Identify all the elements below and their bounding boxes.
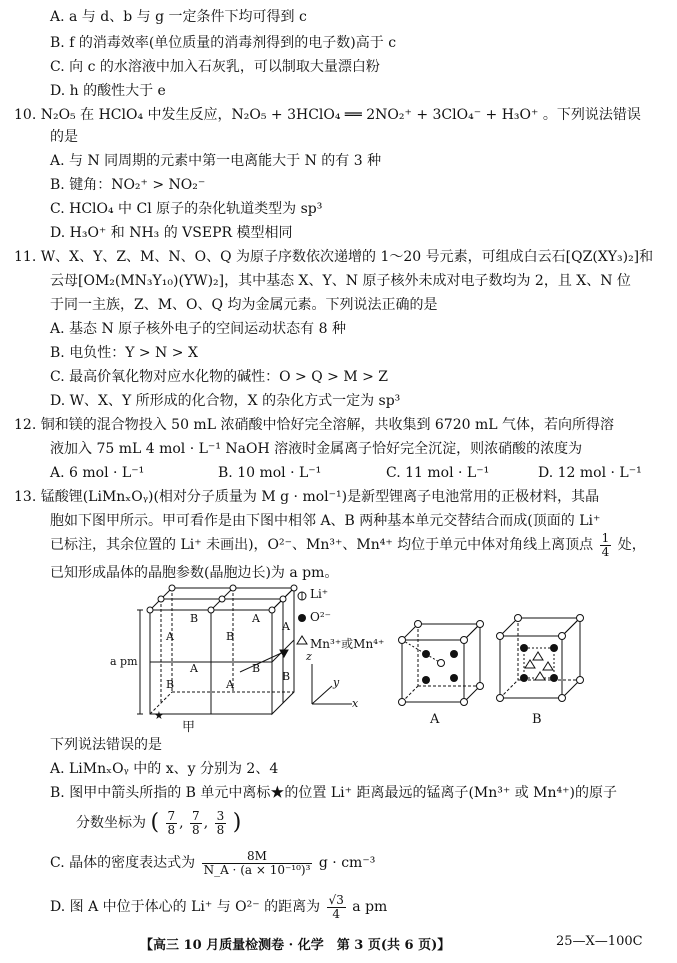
q12-stem-line2: 液加入 75 mL 4 mol · L⁻¹ NaOH 溶液时金属离子恰好完全沉淀，则浓硝酸的浓度为 [50,441,583,457]
axis-x-label: x [352,697,359,710]
q13-question: 下列说法错误的是 [50,737,162,753]
unit-label-a: A [226,678,234,691]
unit-label-a: A [252,612,260,625]
q11-option-a: A. 基态 N 原子核外电子的空间运动状态有 8 种 [50,321,346,337]
q10-option-c: C. HClO₄ 中 Cl 原子的杂化轨道类型为 sp³ [50,201,323,217]
q12-stem-line1: 12. 铜和镁的混合物投入 50 mL 浓硝酸中恰好完全溶解，共收集到 6720 mL 气体，若向所得溶 [14,417,615,433]
figure-unit-a [396,618,486,708]
coord-fraction-z [215,810,227,837]
q13-stem-line3-text: 已标注，其余位置的 Li⁺ 未画出)，O²⁻、Mn³⁺、Mn⁴⁺ 均位于单元中体对角线上离顶点 [50,537,594,553]
distance-fraction [327,894,346,921]
q13-stem-line2: 胞如下图甲所示。甲可看作是由下图中相邻 A、B 两种基本单元交替结合而成(顶面的 Li⁺ [50,513,601,529]
unit-label-b: B [252,662,261,675]
unit-label-a: A [190,662,198,675]
coord-fraction-y [190,810,202,837]
q11-stem-line1: 11. W、X、Y、Z、M、N、O、Q 为原子序数依次递增的 1～20 号元素，可组成白云石[QZ(XY₃)₂]和 [14,249,654,265]
q13-option-d [50,892,387,922]
unit-label-a: A [166,630,174,643]
q13-option-b-line2: 分数坐标为 ( $\frac{7}{8}$ , $\frac{7}{8}$ , $\frac{3}{8}$ ) [76,808,242,837]
q11-stem-line3: 于同一主族，Z、M、O、Q 均为金属元素。下列说法正确的是 [50,297,438,313]
page-footer: 【高三 10 月质量检测卷 · 化学 第 3 页(共 6 页)】 [140,938,451,953]
unit-label-b: B [190,612,199,625]
q13-option-a: A. LiMnₓOᵧ 中的 x、y 分别为 2、4 [50,761,279,777]
figure-unit-b [494,602,594,706]
coord-fraction-x [166,810,178,837]
q13-stem-line4: 已知形成晶体的晶胞参数(晶胞边长)为 a pm。 [50,565,339,581]
q9-option-d: D. h 的酸性大于 e [50,83,166,99]
fraction-one-quarter [600,532,612,559]
q13-option-b-line1: B. 图甲中箭头所指的 B 单元中离标★的位置 Li⁺ 距离最远的锰离子(Mn³⁺ 或 Mn⁴⁺)的原子 [50,785,617,801]
fraction-denominator: 8 [167,822,176,837]
unit-label-b: B [166,678,175,691]
q11-option-c: C. 最高价氧化物对应水化物的碱性：O > Q > M > Z [50,369,389,385]
q12-option-d: D. 12 mol · L⁻¹ [538,465,642,481]
q9-option-b: B. f 的消毒效率(单位质量的消毒剂得到的电子数)高于 c [50,35,397,51]
q13-stem-line3-end: 处， [617,537,646,553]
axis-y-label: y [333,676,340,689]
q10-option-a: A. 与 N 同周期的元素中第一电离能大于 N 的有 3 种 [50,153,382,169]
fraction-numerator: 1 [601,530,610,545]
o-legend-icon [298,614,306,622]
distance-unit: a pm [352,899,388,915]
legend-o-label: O²⁻ [310,610,331,624]
fraction-numerator: 7 [192,808,200,823]
axis-z-label: z [306,650,312,663]
legend-mn-label: Mn³⁺或Mn⁴⁺ [310,637,385,651]
q10-option-d: D. H₃O⁺ 和 NH₃ 的 VSEPR 模型相同 [50,225,293,241]
star-marker: ★ [154,709,164,722]
q13-stem-line3 [50,530,646,560]
fraction-numerator: 7 [167,808,176,823]
fraction-numerator: 8M [202,850,313,864]
figure-a-caption: A [430,712,440,727]
fraction-denominator: 8 [192,822,200,837]
page-code: 25—X—100C [556,934,643,949]
q9-option-c: C. 向 c 的水溶液中加入石灰乳，可以制取大量漂白粉 [50,59,380,75]
fraction-denominator: N_A · (a × 10⁻¹⁰)³ [203,862,311,877]
density-unit: g · cm⁻³ [318,855,376,871]
figure-jia-caption: 甲 [182,720,196,735]
q12-option-a: A. 6 mol · L⁻¹ [50,465,145,481]
q13-option-c-label: C. 晶体的密度表达式为 [50,855,196,871]
q9-option-a: A. a 与 d、b 与 g 一定条件下均可得到 c [50,9,307,25]
fraction-numerator: √3 [328,892,344,907]
q11-option-d: D. W、X、Y 所形成的化合物，X 的杂化方式一定为 sp³ [50,393,401,409]
a-pm-label: a pm [110,655,138,668]
fraction-denominator: 8 [216,822,225,837]
legend-li-label: Li⁺ [310,587,329,601]
fraction-denominator: 4 [332,906,340,921]
unit-label-b: B [226,630,235,643]
fraction-denominator: 4 [601,544,610,559]
unit-label-b: B [282,670,291,683]
q11-stem-line2: 云母[OM₂(MN₃Y₁₀)(YW)₂]，其中基态 X、Y、N 原子核外未成对电子数均为 2，且 X、N 位 [50,273,631,289]
q13-option-b-label: 分数坐标为 [76,815,146,831]
figure-jia [110,582,310,722]
q10-option-b: B. 键角：NO₂⁺ > NO₂⁻ [50,177,206,193]
fraction-numerator: 3 [216,808,225,823]
q12-option-c: C. 11 mol · L⁻¹ [386,465,490,481]
mn-legend-icon [297,636,307,644]
q13-option-d-label: D. 图 A 中位于体心的 Li⁺ 与 O²⁻ 的距离为 [50,899,321,915]
figure-b-caption: B [532,712,542,727]
q13-option-c [50,846,375,880]
q12-option-b: B. 10 mol · L⁻¹ [218,465,322,481]
q13-stem-line1: 13. 锰酸锂(LiMnₓOᵧ)(相对分子质量为 M g · mol⁻¹)是新型锂离子电池常用的正极材料，其晶 [14,489,600,505]
density-fraction [202,850,313,877]
q10-stem-line2: 的是 [50,129,78,145]
unit-label-a: A [282,620,290,633]
q10-stem-line1: 10. N₂O₅ 在 HClO₄ 中发生反应，N₂O₅ + 3HClO₄ ══ 2NO₂⁺ + 3ClO₄⁻ + H₃O⁺ 。下列说法错误 [14,107,641,123]
q11-option-b: B. 电负性：Y > N > X [50,345,198,361]
